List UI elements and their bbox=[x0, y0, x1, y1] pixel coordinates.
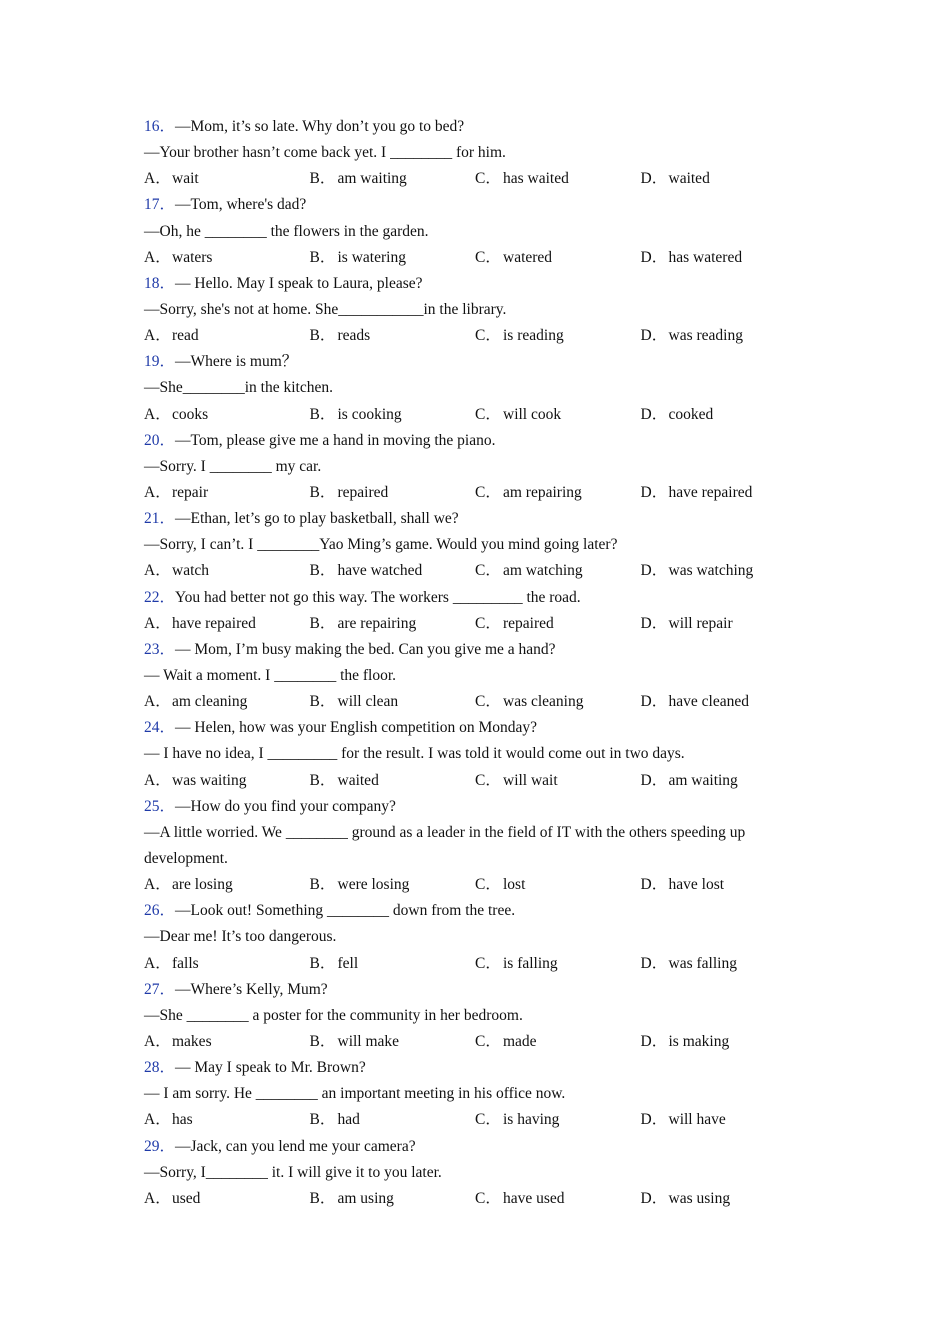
option-label: C． bbox=[475, 405, 501, 423]
answer-options bbox=[144, 245, 824, 271]
option-text: used bbox=[172, 1189, 201, 1207]
answer-options bbox=[144, 323, 824, 349]
question-block bbox=[144, 192, 824, 270]
answer-option[interactable] bbox=[144, 323, 310, 349]
option-label: A． bbox=[144, 876, 171, 894]
option-text: was falling bbox=[668, 954, 737, 972]
option-label: C． bbox=[475, 1111, 501, 1129]
option-label: C． bbox=[475, 876, 501, 894]
option-label: C． bbox=[475, 1032, 501, 1050]
question-response bbox=[144, 454, 824, 480]
answer-option[interactable] bbox=[310, 558, 476, 584]
question-response bbox=[144, 741, 824, 767]
question-response bbox=[144, 663, 824, 689]
answer-option[interactable] bbox=[641, 245, 807, 271]
answer-option[interactable] bbox=[310, 1186, 476, 1212]
option-label: C． bbox=[475, 483, 501, 501]
option-text: lost bbox=[503, 876, 526, 894]
option-text: will wait bbox=[503, 771, 558, 789]
question-block bbox=[144, 1134, 824, 1212]
option-label: D． bbox=[640, 954, 668, 972]
question-number: 23． bbox=[144, 640, 176, 658]
option-label: A． bbox=[144, 483, 171, 501]
option-label: A． bbox=[144, 405, 171, 423]
option-text: waters bbox=[172, 248, 213, 266]
option-label: A． bbox=[144, 1111, 171, 1129]
option-text: waited bbox=[337, 771, 379, 789]
question-block bbox=[144, 585, 824, 637]
question-block bbox=[144, 271, 824, 349]
question-number: 28． bbox=[144, 1059, 176, 1077]
option-label: D． bbox=[640, 771, 668, 789]
question-block bbox=[144, 428, 824, 506]
answer-option[interactable] bbox=[641, 611, 807, 637]
option-text: am repairing bbox=[503, 483, 582, 501]
answer-option[interactable] bbox=[310, 166, 476, 192]
answer-option[interactable] bbox=[641, 689, 807, 715]
option-text: will make bbox=[337, 1032, 400, 1050]
question-text: —Where is mum？ bbox=[175, 353, 298, 371]
answer-option[interactable] bbox=[310, 480, 476, 506]
option-label: D． bbox=[640, 1111, 668, 1129]
option-label: A． bbox=[144, 248, 171, 266]
option-text: fell bbox=[337, 954, 359, 972]
answer-option[interactable] bbox=[475, 166, 641, 192]
question-text: — Wait a moment. I ________ the floor. bbox=[144, 666, 397, 684]
answer-option[interactable] bbox=[310, 872, 476, 898]
answer-option[interactable] bbox=[310, 611, 476, 637]
question-text: — I have no idea, I _________ for the result. I was told it would come out in two days. bbox=[144, 745, 685, 763]
question-block bbox=[144, 977, 824, 1055]
question-text: — Hello. May I speak to Laura, please? bbox=[175, 274, 423, 292]
question-block bbox=[144, 506, 824, 584]
option-text: cooks bbox=[172, 405, 209, 423]
question-text: —Tom, please give me a hand in moving the piano. bbox=[175, 431, 496, 449]
answer-option[interactable] bbox=[641, 323, 807, 349]
question-response bbox=[144, 219, 824, 245]
answer-options bbox=[144, 480, 824, 506]
question-block bbox=[144, 114, 824, 192]
answer-option[interactable] bbox=[310, 951, 476, 977]
question-response bbox=[144, 532, 824, 558]
option-text: are repairing bbox=[337, 614, 417, 632]
answer-options bbox=[144, 1029, 824, 1055]
question-prompt bbox=[144, 898, 824, 924]
answer-option[interactable] bbox=[144, 872, 310, 898]
answer-option[interactable] bbox=[475, 611, 641, 637]
option-text: am waiting bbox=[668, 771, 738, 789]
option-text: repaired bbox=[337, 483, 389, 501]
option-label: B． bbox=[309, 327, 336, 345]
answer-option[interactable] bbox=[475, 951, 641, 977]
question-text: —Sorry, I________ it. I will give it to you later. bbox=[144, 1163, 442, 1181]
answer-option[interactable] bbox=[475, 1029, 641, 1055]
option-label: B． bbox=[309, 170, 336, 188]
option-text: were losing bbox=[337, 876, 410, 894]
answer-option[interactable] bbox=[144, 245, 310, 271]
question-prompt bbox=[144, 977, 824, 1003]
question-text: —Oh, he ________ the flowers in the garden. bbox=[144, 222, 429, 240]
question-block bbox=[144, 637, 824, 715]
question-prompt bbox=[144, 585, 824, 611]
question-block bbox=[144, 1055, 824, 1133]
option-text: have repaired bbox=[172, 614, 256, 632]
question-number: 17． bbox=[144, 196, 176, 214]
option-label: B． bbox=[309, 562, 336, 580]
question-text: —How do you find your company? bbox=[175, 797, 396, 815]
question-sheet bbox=[144, 114, 824, 1212]
answer-option[interactable] bbox=[144, 611, 310, 637]
question-number: 16． bbox=[144, 118, 176, 135]
option-text: read bbox=[172, 327, 199, 345]
question-text: —Tom, where's dad? bbox=[175, 196, 307, 214]
question-block bbox=[144, 794, 824, 899]
question-text: —Ethan, let’s go to play basketball, shall we? bbox=[175, 510, 459, 528]
option-label: D． bbox=[640, 1032, 668, 1050]
answer-option[interactable] bbox=[475, 1186, 641, 1212]
option-text: have watched bbox=[337, 562, 423, 580]
option-text: makes bbox=[172, 1032, 212, 1050]
question-prompt bbox=[144, 637, 824, 663]
option-label: C． bbox=[475, 562, 501, 580]
option-text: was watching bbox=[668, 562, 754, 580]
question-number: 22． bbox=[144, 588, 176, 606]
option-text: is falling bbox=[503, 954, 558, 972]
option-label: C． bbox=[475, 1189, 501, 1207]
answer-option[interactable] bbox=[310, 323, 476, 349]
question-text: —Mom, it’s so late. Why don’t you go to bed? bbox=[175, 118, 465, 135]
answer-option[interactable] bbox=[144, 951, 310, 977]
option-label: B． bbox=[309, 248, 336, 266]
option-label: B． bbox=[309, 954, 336, 972]
option-text: has bbox=[172, 1111, 193, 1129]
answer-option[interactable] bbox=[310, 402, 476, 428]
question-number: 24． bbox=[144, 719, 176, 737]
option-text: falls bbox=[172, 954, 199, 972]
answer-option[interactable] bbox=[475, 402, 641, 428]
question-response bbox=[144, 375, 824, 401]
question-text: You had better not go this way. The workers _________ the road. bbox=[175, 588, 581, 606]
answer-option[interactable] bbox=[641, 402, 807, 428]
question-text: —Sorry, she's not at home. She___________in the library. bbox=[144, 300, 507, 318]
option-text: is making bbox=[668, 1032, 730, 1050]
question-text: —Your brother hasn’t come back yet. I ________ for him. bbox=[144, 144, 506, 162]
option-text: have cleaned bbox=[668, 693, 749, 711]
option-text: was reading bbox=[668, 327, 743, 345]
question-text: —Jack, can you lend me your camera? bbox=[175, 1137, 416, 1155]
answer-options bbox=[144, 558, 824, 584]
question-number: 21． bbox=[144, 510, 176, 528]
option-label: D． bbox=[640, 405, 668, 423]
question-prompt bbox=[144, 715, 824, 741]
option-text: waited bbox=[668, 170, 710, 188]
option-label: B． bbox=[309, 1032, 336, 1050]
option-label: C． bbox=[475, 327, 501, 345]
question-text: —She ________ a poster for the community in her bedroom. bbox=[144, 1006, 523, 1024]
option-text: are losing bbox=[172, 876, 233, 894]
answer-option[interactable] bbox=[641, 1186, 807, 1212]
question-prompt bbox=[144, 794, 824, 820]
answer-option[interactable] bbox=[144, 768, 310, 794]
answer-option[interactable] bbox=[144, 689, 310, 715]
question-response bbox=[144, 1081, 824, 1107]
option-text: wait bbox=[172, 170, 199, 188]
option-text: repaired bbox=[503, 614, 554, 632]
option-label: D． bbox=[640, 170, 668, 188]
option-label: C． bbox=[475, 771, 501, 789]
question-block bbox=[144, 349, 824, 427]
question-prompt bbox=[144, 1055, 824, 1081]
option-text: was using bbox=[668, 1189, 731, 1207]
answer-option[interactable] bbox=[475, 1107, 641, 1133]
question-response bbox=[144, 140, 824, 166]
option-label: A． bbox=[144, 327, 171, 345]
option-label: D． bbox=[640, 1189, 668, 1207]
option-text: was cleaning bbox=[503, 693, 584, 711]
option-label: B． bbox=[309, 614, 336, 632]
option-text: watered bbox=[503, 248, 553, 266]
answer-option[interactable] bbox=[641, 558, 807, 584]
option-text: will repair bbox=[668, 614, 733, 632]
answer-option[interactable] bbox=[641, 166, 807, 192]
answer-option[interactable] bbox=[475, 480, 641, 506]
question-text: — Mom, I’m busy making the bed. Can you give me a hand? bbox=[175, 640, 556, 658]
answer-options bbox=[144, 402, 824, 428]
option-label: A． bbox=[144, 954, 171, 972]
answer-option[interactable] bbox=[641, 1107, 807, 1133]
answer-option[interactable] bbox=[310, 1029, 476, 1055]
answer-option[interactable] bbox=[641, 872, 807, 898]
option-label: D． bbox=[640, 614, 668, 632]
answer-option[interactable] bbox=[144, 402, 310, 428]
question-text: —Sorry, I can’t. I ________Yao Ming’s game. Would you mind going later? bbox=[144, 536, 618, 554]
option-text: repair bbox=[172, 483, 209, 501]
option-label: B． bbox=[309, 771, 336, 789]
answer-option[interactable] bbox=[144, 1186, 310, 1212]
option-text: is watering bbox=[337, 248, 406, 266]
answer-option[interactable] bbox=[641, 480, 807, 506]
answer-option[interactable] bbox=[475, 872, 641, 898]
option-text: is cooking bbox=[337, 405, 402, 423]
option-label: C． bbox=[475, 170, 501, 188]
question-prompt bbox=[144, 428, 824, 454]
option-text: has waited bbox=[503, 170, 569, 188]
option-label: C． bbox=[475, 248, 501, 266]
question-text: — I am sorry. He ________ an important meeting in his office now. bbox=[144, 1085, 566, 1103]
option-text: was waiting bbox=[172, 771, 247, 789]
option-label: D． bbox=[640, 483, 668, 501]
question-response bbox=[144, 820, 824, 872]
answer-option[interactable] bbox=[475, 558, 641, 584]
question-text: —A little worried. We ________ ground as a leader in the field of IT with the others speeding up development. bbox=[144, 823, 746, 867]
option-label: A． bbox=[144, 1032, 171, 1050]
answer-option[interactable] bbox=[475, 245, 641, 271]
question-response bbox=[144, 924, 824, 950]
option-text: have lost bbox=[668, 876, 725, 894]
option-text: cooked bbox=[668, 405, 714, 423]
question-response bbox=[144, 1003, 824, 1029]
question-number: 19． bbox=[144, 353, 176, 371]
answer-option[interactable] bbox=[475, 768, 641, 794]
question-prompt bbox=[144, 349, 824, 375]
option-text: will clean bbox=[337, 693, 399, 711]
question-prompt bbox=[144, 271, 824, 297]
question-number: 18． bbox=[144, 274, 176, 292]
answer-option[interactable] bbox=[144, 558, 310, 584]
option-label: C． bbox=[475, 954, 501, 972]
question-number: 26． bbox=[144, 902, 176, 920]
answer-option[interactable] bbox=[144, 166, 310, 192]
option-label: A． bbox=[144, 170, 171, 188]
option-label: C． bbox=[475, 693, 501, 711]
option-text: am using bbox=[337, 1189, 394, 1207]
option-text: am watching bbox=[503, 562, 583, 580]
option-text: reads bbox=[337, 327, 371, 345]
option-label: B． bbox=[309, 483, 336, 501]
option-text: will cook bbox=[503, 405, 562, 423]
option-label: D． bbox=[640, 693, 668, 711]
question-text: —She________in the kitchen. bbox=[144, 379, 333, 397]
option-label: D． bbox=[640, 876, 668, 894]
answer-option[interactable] bbox=[310, 1107, 476, 1133]
answer-option[interactable] bbox=[310, 689, 476, 715]
question-prompt bbox=[144, 1134, 824, 1160]
answer-options bbox=[144, 1107, 824, 1133]
option-label: B． bbox=[309, 405, 336, 423]
answer-options bbox=[144, 166, 824, 192]
question-text: —Dear me! It’s too dangerous. bbox=[144, 928, 337, 946]
option-text: is reading bbox=[503, 327, 564, 345]
answer-options bbox=[144, 1186, 824, 1212]
answer-option[interactable] bbox=[641, 1029, 807, 1055]
answer-options bbox=[144, 689, 824, 715]
question-prompt bbox=[144, 192, 824, 218]
option-text: will have bbox=[668, 1111, 726, 1129]
question-text: —Sorry. I ________ my car. bbox=[144, 457, 322, 475]
question-number: 25． bbox=[144, 797, 176, 815]
question-number: 29． bbox=[144, 1137, 176, 1155]
option-label: A． bbox=[144, 693, 171, 711]
option-label: B． bbox=[309, 876, 336, 894]
option-label: B． bbox=[309, 693, 336, 711]
option-text: have repaired bbox=[668, 483, 753, 501]
option-label: B． bbox=[309, 1111, 336, 1129]
option-label: D． bbox=[640, 562, 668, 580]
option-label: B． bbox=[309, 1189, 336, 1207]
answer-option[interactable] bbox=[475, 689, 641, 715]
question-block bbox=[144, 715, 824, 793]
option-label: C． bbox=[475, 614, 501, 632]
option-label: D． bbox=[640, 248, 668, 266]
option-text: made bbox=[503, 1032, 537, 1050]
question-prompt bbox=[144, 114, 824, 140]
question-text: — Helen, how was your English competition on Monday? bbox=[175, 719, 538, 737]
question-text: — May I speak to Mr. Brown? bbox=[175, 1059, 366, 1077]
answer-option[interactable] bbox=[641, 951, 807, 977]
option-text: am cleaning bbox=[172, 693, 248, 711]
option-text: is having bbox=[503, 1111, 560, 1129]
option-text: has watered bbox=[668, 248, 743, 266]
question-prompt bbox=[144, 506, 824, 532]
question-response bbox=[144, 297, 824, 323]
question-number: 20． bbox=[144, 431, 176, 449]
option-label: A． bbox=[144, 1189, 171, 1207]
question-response bbox=[144, 1160, 824, 1186]
answer-option[interactable] bbox=[144, 1107, 310, 1133]
option-label: A． bbox=[144, 614, 171, 632]
question-block bbox=[144, 898, 824, 976]
answer-options bbox=[144, 951, 824, 977]
option-text: am waiting bbox=[337, 170, 407, 188]
option-text: had bbox=[337, 1111, 360, 1129]
answer-option[interactable] bbox=[641, 768, 807, 794]
option-text: watch bbox=[172, 562, 210, 580]
answer-option[interactable] bbox=[144, 480, 310, 506]
option-label: A． bbox=[144, 771, 171, 789]
question-number: 27． bbox=[144, 980, 176, 998]
option-label: A． bbox=[144, 562, 171, 580]
question-text: —Where’s Kelly, Mum? bbox=[175, 980, 328, 998]
answer-option[interactable] bbox=[475, 323, 641, 349]
question-text: —Look out! Something ________ down from the tree. bbox=[175, 902, 516, 920]
answer-options bbox=[144, 768, 824, 794]
answer-option[interactable] bbox=[310, 245, 476, 271]
answer-option[interactable] bbox=[310, 768, 476, 794]
option-label: D． bbox=[640, 327, 668, 345]
option-text: have used bbox=[503, 1189, 565, 1207]
answer-options bbox=[144, 611, 824, 637]
answer-options bbox=[144, 872, 824, 898]
answer-option[interactable] bbox=[144, 1029, 310, 1055]
